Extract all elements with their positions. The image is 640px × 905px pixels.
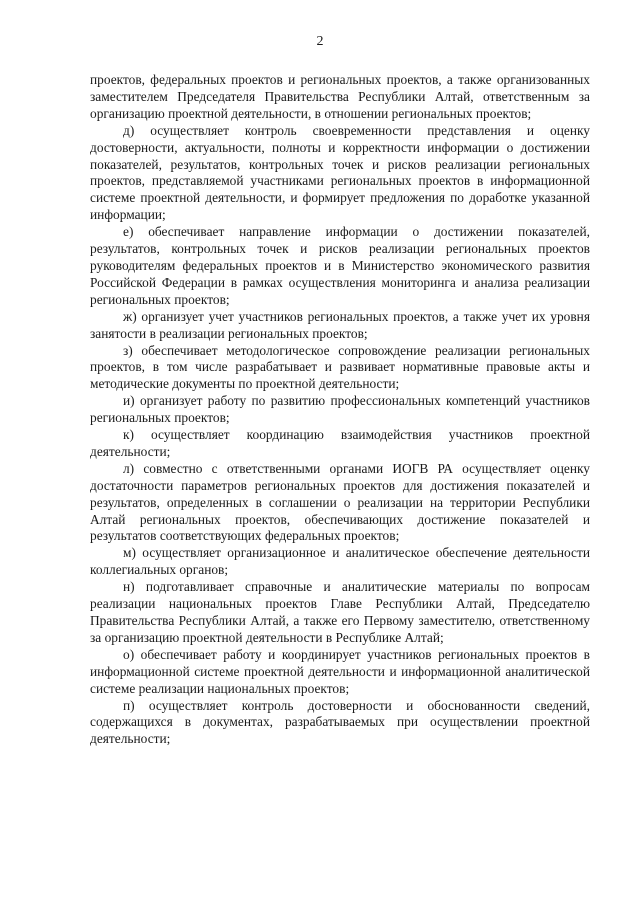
paragraph-item-i: и) организует работу по развитию профессиональных компетенций участников региональных проектов; <box>90 393 590 426</box>
page-number: 2 <box>316 34 324 49</box>
paragraph-item-p: п) осуществляет контроль достоверности и обоснованности сведений, содержащихся в документах, разрабатываемых при осуществлении проектной деятельности; <box>90 697 590 747</box>
paragraph-item-l: л) совместно с ответственными органами ИОГВ РА осуществляет оценку достаточности параметров региональных проектов для достижения показателей и результатов, определенных в соглашении о реализации на территории Республики Алтай региональных проектов, обеспечивающих достижение показателей и результатов соответствующих федеральных проектов; <box>90 460 590 544</box>
paragraph-item-d: д) осуществляет контроль своевременности представления и оценку достоверности, актуальности, полноты и корректности информации о достижении показателей, результатов, контрольных точек и рисков реализации региональных проектов, представляемой участниками региональных проектов в информационной системе проектной деятельности, и формирует предложения по доработке указанной информации; <box>90 122 590 223</box>
paragraph-continuation: проектов, федеральных проектов и региональных проектов, а также организованных заместителем Председателя Правительства Республики Алтай, ответственным за организацию проектной деятельности, в отношении региональных проектов; <box>90 72 590 121</box>
paragraph-item-n: н) подготавливает справочные и аналитические материалы по вопросам реализации национальных проектов Главе Республики Алтай, Председателю Правительства Республики Алтай, а также его Первому заместителю, ответственному за организацию проектной деятельности в Республике Алтай; <box>90 579 590 645</box>
document-body <box>90 72 590 748</box>
paragraph-item-zh: ж) организует учет участников региональных проектов, а также учет их уровня занятости в реализации региональных проектов; <box>90 308 590 341</box>
paragraph-item-m: м) осуществляет организационное и аналитическое обеспечение деятельности коллегиальных органов; <box>90 545 590 578</box>
paragraph-item-k: к) осуществляет координацию взаимодействия участников проектной деятельности; <box>90 427 590 459</box>
paragraph-item-o: о) обеспечивает работу и координирует участников региональных проектов в информационной системе проектной деятельности и информационной аналитической системе реализации национальных проектов; <box>90 646 590 696</box>
paragraph-item-e: е) обеспечивает направление информации о достижении показателей, результатов, контрольных точек и рисков реализации региональных проектов руководителям федеральных проектов и в Министерство экономического развития Российской Федерации в рамках осуществления мониторинга и анализа реализации региональных проектов; <box>90 224 590 307</box>
paragraph-item-z: з) обеспечивает методологическое сопровождение реализации региональных проектов, в том числе разрабатывает и развивает нормативные правовые акты и методические документы по проектной деятельности; <box>90 342 590 392</box>
